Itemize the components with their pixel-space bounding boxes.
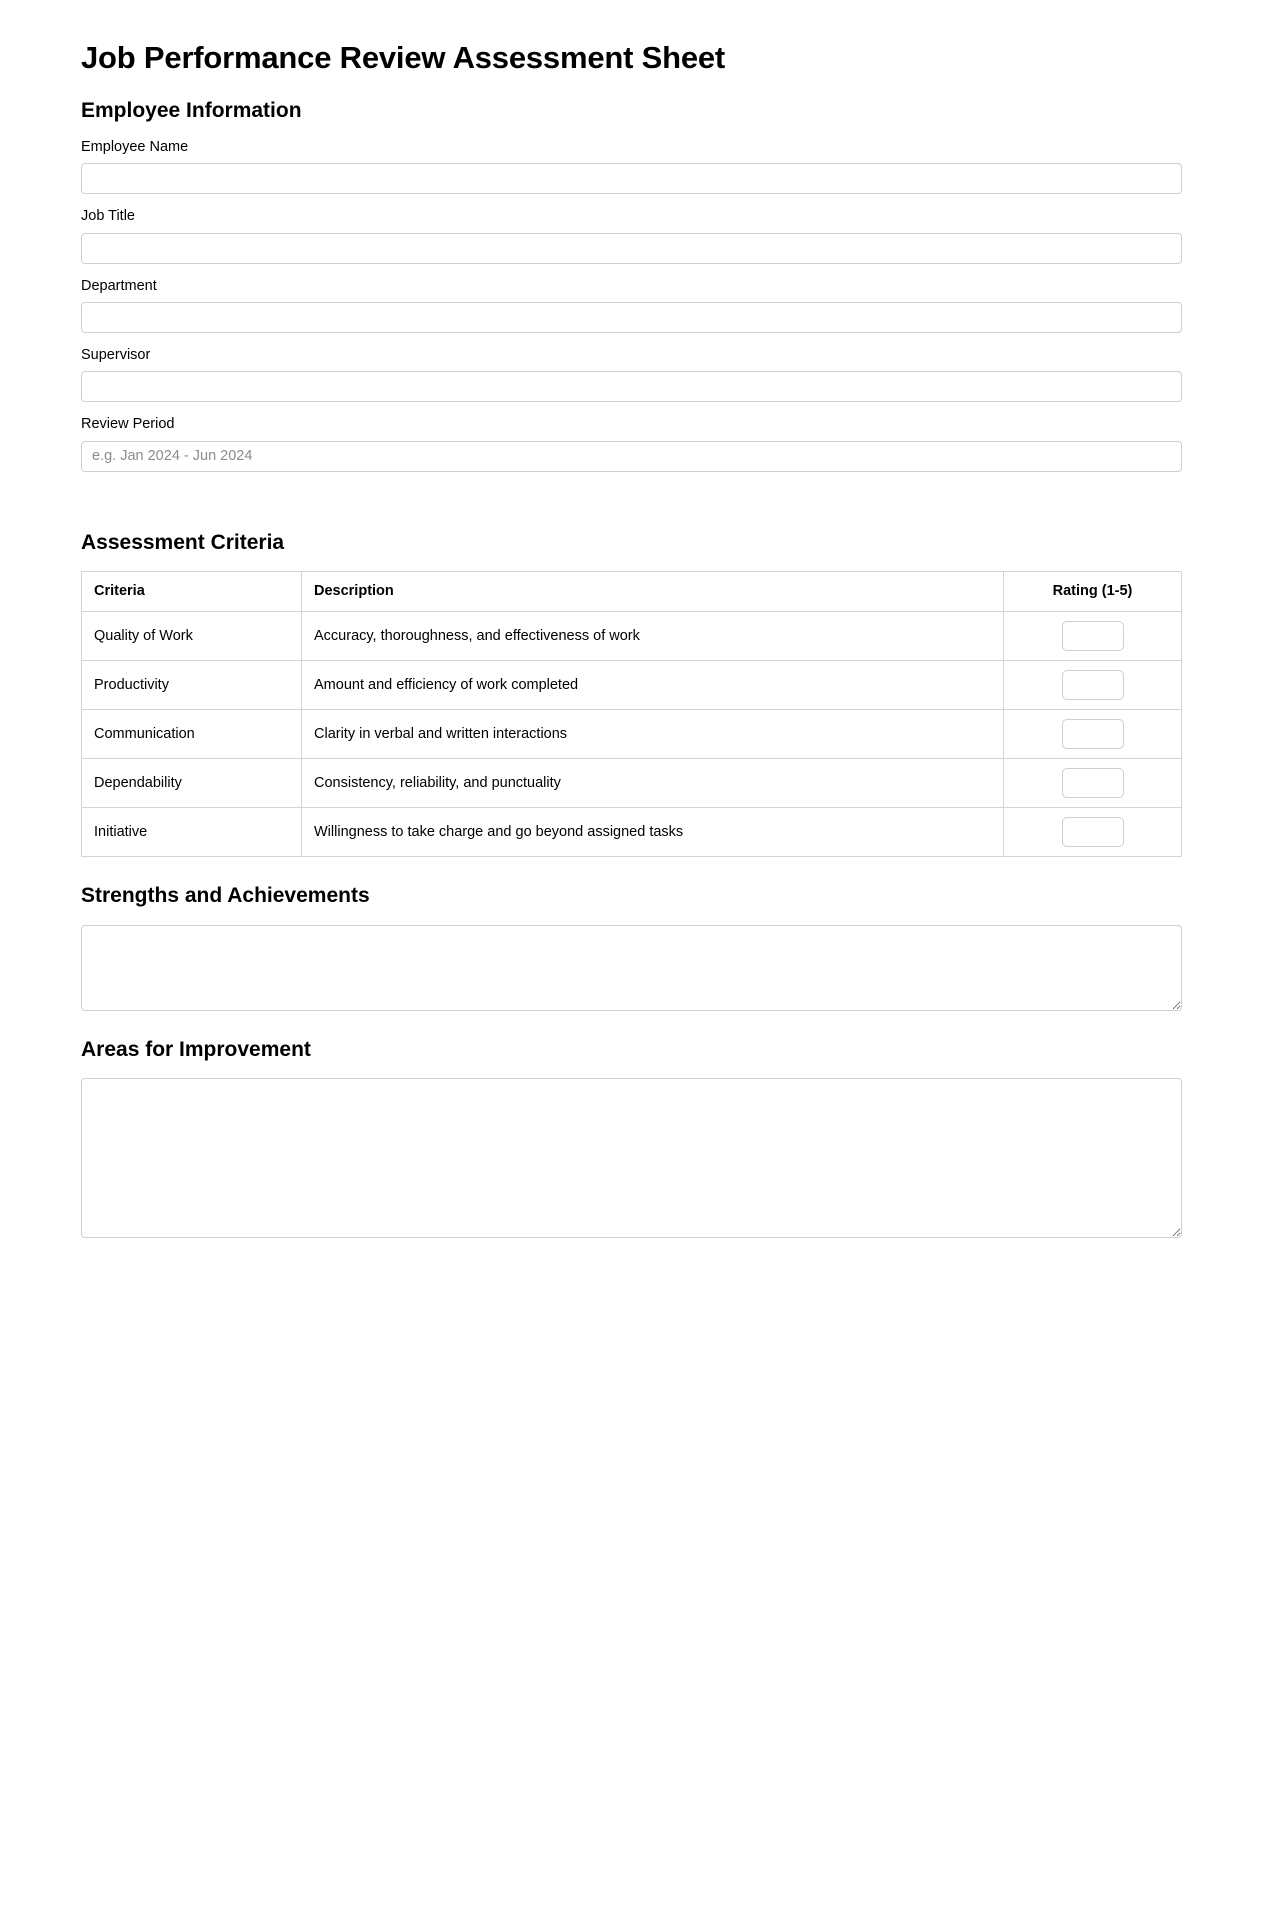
- label-employee-name: Employee Name: [81, 138, 189, 155]
- page-title: Job Performance Review Assessment Sheet: [81, 40, 726, 75]
- table-row: [82, 661, 1182, 710]
- cell-description: Consistency, reliability, and punctuality: [302, 759, 1004, 808]
- supervisor-input[interactable]: [81, 371, 1182, 402]
- section-employee-information: [81, 98, 1182, 472]
- section-heading-strengths: Strengths and Achievements: [81, 884, 370, 908]
- label-supervisor: Supervisor: [81, 347, 151, 363]
- rating-input-productivity[interactable]: [1062, 670, 1124, 700]
- cell-criteria: Productivity: [82, 661, 302, 710]
- section-heading-areas-for-improvement: Areas for Improvement: [81, 1037, 311, 1061]
- cell-description: Clarity in verbal and written interactions: [302, 710, 1004, 759]
- section-strengths-and-achievements: [81, 883, 1182, 1010]
- rating-input-communication[interactable]: [1062, 719, 1124, 749]
- table-row: [82, 710, 1182, 759]
- cell-criteria: Initiative: [82, 808, 302, 857]
- section-spacer: [81, 486, 1182, 530]
- table-row: [82, 759, 1182, 808]
- section-areas-for-improvement: [81, 1037, 1182, 1238]
- field-supervisor: [81, 347, 1182, 402]
- rating-input-quality-of-work[interactable]: [1062, 621, 1124, 651]
- column-header-rating: Rating (1-5): [1004, 571, 1182, 611]
- section-assessment-criteria: [81, 530, 1182, 858]
- label-department: Department: [81, 277, 157, 294]
- cell-description: Accuracy, thoroughness, and effectiveness of work: [302, 612, 1004, 661]
- cell-description: Amount and efficiency of work completed: [302, 661, 1004, 710]
- table-body: [82, 612, 1182, 857]
- cell-criteria: Dependability: [82, 759, 302, 808]
- table-row: [82, 612, 1182, 661]
- cell-criteria: Quality of Work: [82, 612, 302, 661]
- employee-name-input[interactable]: [81, 163, 1182, 194]
- assessment-criteria-table: [81, 571, 1182, 857]
- strengths-textarea[interactable]: [81, 925, 1182, 1011]
- label-review-period: Review Period: [81, 416, 175, 433]
- section-spacer: [81, 1011, 1182, 1037]
- cell-rating: [1004, 710, 1182, 759]
- cell-description: Willingness to take charge and go beyond assigned tasks: [302, 808, 1004, 857]
- table-header: [82, 571, 1182, 611]
- review-period-input[interactable]: [81, 441, 1182, 472]
- table-header-row: [82, 571, 1182, 611]
- department-input[interactable]: [81, 302, 1182, 333]
- cell-rating: [1004, 661, 1182, 710]
- rating-input-initiative[interactable]: [1062, 817, 1124, 847]
- cell-criteria: Communication: [82, 710, 302, 759]
- field-department: [81, 278, 1182, 333]
- section-heading-employee-information: Employee Information: [81, 98, 302, 122]
- column-header-criteria: Criteria: [82, 571, 302, 611]
- field-job-title: [81, 208, 1182, 263]
- field-review-period: [81, 416, 1182, 471]
- column-header-description: Description: [302, 571, 1004, 611]
- cell-rating: [1004, 759, 1182, 808]
- label-job-title: Job Title: [81, 208, 135, 225]
- section-heading-assessment-criteria: Assessment Criteria: [81, 530, 285, 554]
- job-title-input[interactable]: [81, 233, 1182, 264]
- table-row: [82, 808, 1182, 857]
- assessment-sheet: [81, 40, 1182, 1238]
- areas-for-improvement-textarea[interactable]: [81, 1078, 1182, 1238]
- cell-rating: [1004, 612, 1182, 661]
- cell-rating: [1004, 808, 1182, 857]
- section-spacer: [81, 857, 1182, 883]
- field-employee-name: [81, 139, 1182, 194]
- rating-input-dependability[interactable]: [1062, 768, 1124, 798]
